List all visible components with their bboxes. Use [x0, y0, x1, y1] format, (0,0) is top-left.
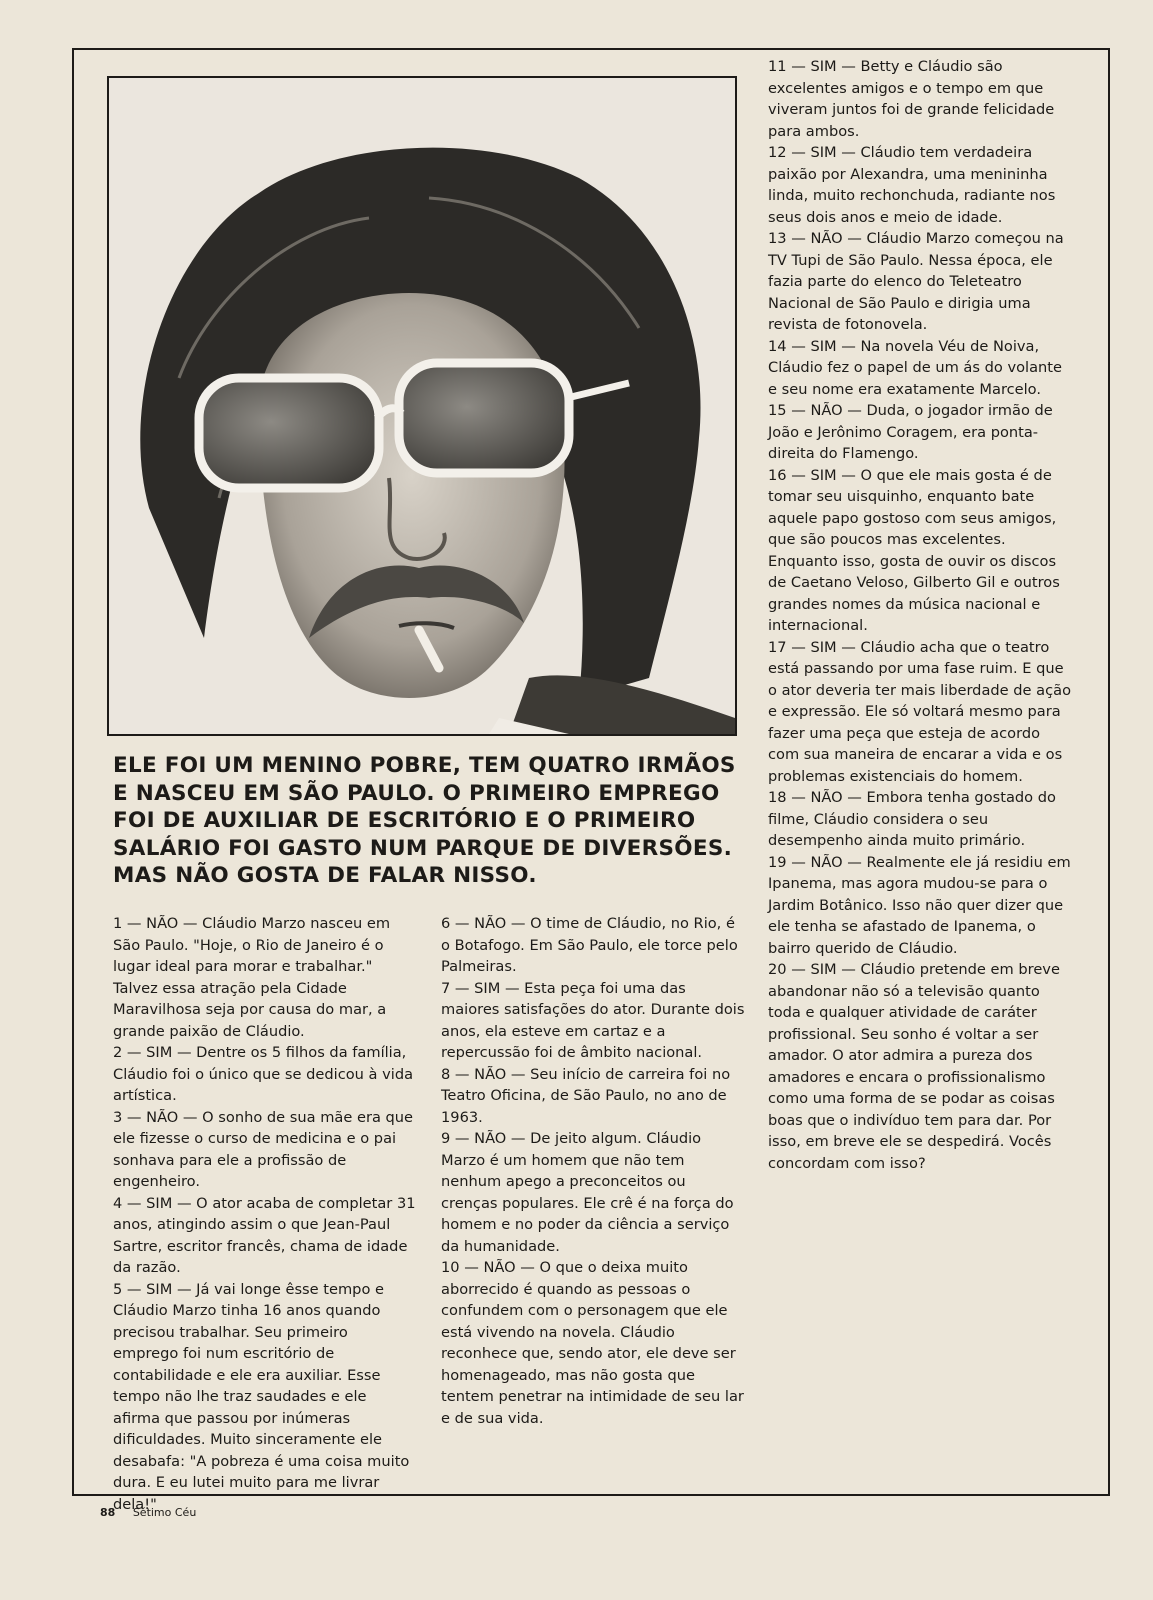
right-lens	[399, 363, 569, 473]
answer-paragraph: 5 — SIM — Já vai longe êsse tempo e Cláudio Marzo tinha 16 anos quando precisou trabalhar. Seu primeiro emprego foi num escritório de contabilidade e ele era auxiliar. Esse tempo não lhe traz saudades e ele afirma que passou por inúmeras dificuldades. Muito sinceramente ele desabafa: "A pobreza é uma coisa muito dura. E eu lutei muito para me livrar dela!"	[113, 1280, 410, 1513]
article-headline: ELE FOI UM MENINO POBRE, TEM QUATRO IRMÃOS E NASCEU EM SÃO PAULO. O PRIMEIRO EMPREGO FOI DE AUXILIAR DE ESCRITÓRIO E O PRIMEIRO SALÁRIO FOI GASTO NUM PARQUE DE DIVERSÕES. MAS NÃO GOSTA DE FALAR NISSO.	[113, 753, 736, 888]
text-column-1	[113, 913, 416, 1515]
answer-paragraph: 16 — SIM — O que ele mais gosta é de tomar seu uisquinho, enquanto bate aquele papo gostoso com seus amigos, que são poucos mas excelentes. Enquanto isso, gosta de ouvir os discos de Caetano Veloso, Gilberto Gil e outros grandes nomes da música nacional e internacional.	[768, 466, 1060, 634]
answer-paragraph: 2 — SIM — Dentre os 5 filhos da família, Cláudio foi o único que se dedicou à vida artística.	[113, 1044, 414, 1104]
answer-paragraph: 18 — NÃO — Embora tenha gostado do filme, Cláudio considera o seu desempenho ainda muito primário.	[768, 789, 1056, 849]
answer-paragraph: 20 — SIM — Cláudio pretende em breve abandonar não só a televisão quanto toda e qualquer atividade de caráter profissional. Seu sonho é voltar a ser amador. O ator admira a pureza dos amadores e encara o profissionalismo como uma forma de se podar as coisas boas que o indivíduo tem para dar. Por isso, em breve ele se despedirá. Vocês concordam com isso?	[768, 961, 1060, 1172]
answer-paragraph: 10 — NÃO — O que o deixa muito aborrecido é quando as pessoas o confundem com o personagem que ele está vivendo na novela. Cláudio reconhece que, sendo ator, ele deve ser homenageado, mas não gosta que tentem penetrar na intimidade de seu lar e de sua vida.	[441, 1259, 744, 1427]
answer-paragraph: 1 — NÃO — Cláudio Marzo nasceu em São Paulo. "Hoje, o Rio de Janeiro é o lugar ideal para morar e trabalhar." Talvez essa atração pela Cidade Maravilhosa seja por causa do mar, a grande paixão de Cláudio.	[113, 915, 391, 1040]
answer-paragraph: 19 — NÃO — Realmente ele já residiu em Ipanema, mas agora mudou-se para o Jardim Botânico. Isso não quer dizer que ele tenha se afastado de Ipanema, o bairro querido de Cláudio.	[768, 853, 1071, 957]
answer-paragraph: 12 — SIM — Cláudio tem verdadeira paixão por Alexandra, uma menininha linda, muito rechonchuda, radiante nos seus dois anos e meio de idade.	[768, 144, 1056, 226]
magazine-name: Sétimo Céu	[132, 1506, 197, 1519]
answer-paragraph: 13 — NÃO — Cláudio Marzo começou na TV Tupi de São Paulo. Nessa época, ele fazia parte do elenco do Teleteatro Nacional de São Paulo e dirigia uma revista de fotonovela.	[768, 230, 1064, 333]
text-column-2	[441, 913, 745, 1429]
answer-paragraph: 8 — NÃO — Seu início de carreira foi no Teatro Oficina, de São Paulo, no ano de 1963.	[441, 1065, 731, 1126]
page-number: 88	[100, 1506, 116, 1519]
answer-paragraph: 15 — NÃO — Duda, o jogador irmão de João e Jerônimo Coragem, era ponta-direita do Flamengo.	[768, 402, 1053, 462]
answer-paragraph: 7 — SIM — Esta peça foi uma das maiores satisfações do ator. Durante dois anos, ela esteve em cartaz e a repercussão foi de âmbito nacional.	[441, 979, 745, 1061]
page-footer	[100, 1506, 196, 1519]
answer-paragraph: 9 — NÃO — De jeito algum. Cláudio Marzo é um homem que não tem nenhum apego a preconceitos ou crenças populares. Ele crê é na força do homem e no poder da ciência a serviço da humanidade.	[441, 1130, 734, 1255]
answer-paragraph: 14 — SIM — Na novela Véu de Noiva, Cláudio fez o papel de um ás do volante e seu nome era exatamente Marcelo.	[768, 337, 1062, 398]
answer-paragraph: 11 — SIM — Betty e Cláudio são excelentes amigos e o tempo em que viveram juntos foi de grande felicidade para ambos.	[768, 58, 1055, 140]
answer-paragraph: 3 — NÃO — O sonho de sua mãe era que ele fizesse o curso de medicina e o pai sonhava para ele a profissão de engenheiro.	[113, 1108, 414, 1190]
answer-paragraph: 4 — SIM — O ator acaba de completar 31 anos, atingindo assim o que Jean-Paul Sartre, escritor francês, chama de idade da razão.	[113, 1194, 416, 1276]
portrait-illustration	[109, 78, 735, 734]
answer-paragraph: 6 — NÃO — O time de Cláudio, no Rio, é o Botafogo. Em São Paulo, ele torce pelo Palmeiras.	[441, 915, 738, 975]
text-column-3	[768, 56, 1072, 1174]
answer-paragraph: 17 — SIM — Cláudio acha que o teatro está passando por uma fase ruim. E que o ator deveria ter mais liberdade de ação e expressão. Ele só voltará mesmo para fazer uma peça que esteja de acordo com sua maneira de encarar a vida e os problemas existenciais do homem.	[768, 638, 1071, 785]
left-lens	[199, 378, 379, 488]
portrait-photo	[107, 76, 737, 736]
